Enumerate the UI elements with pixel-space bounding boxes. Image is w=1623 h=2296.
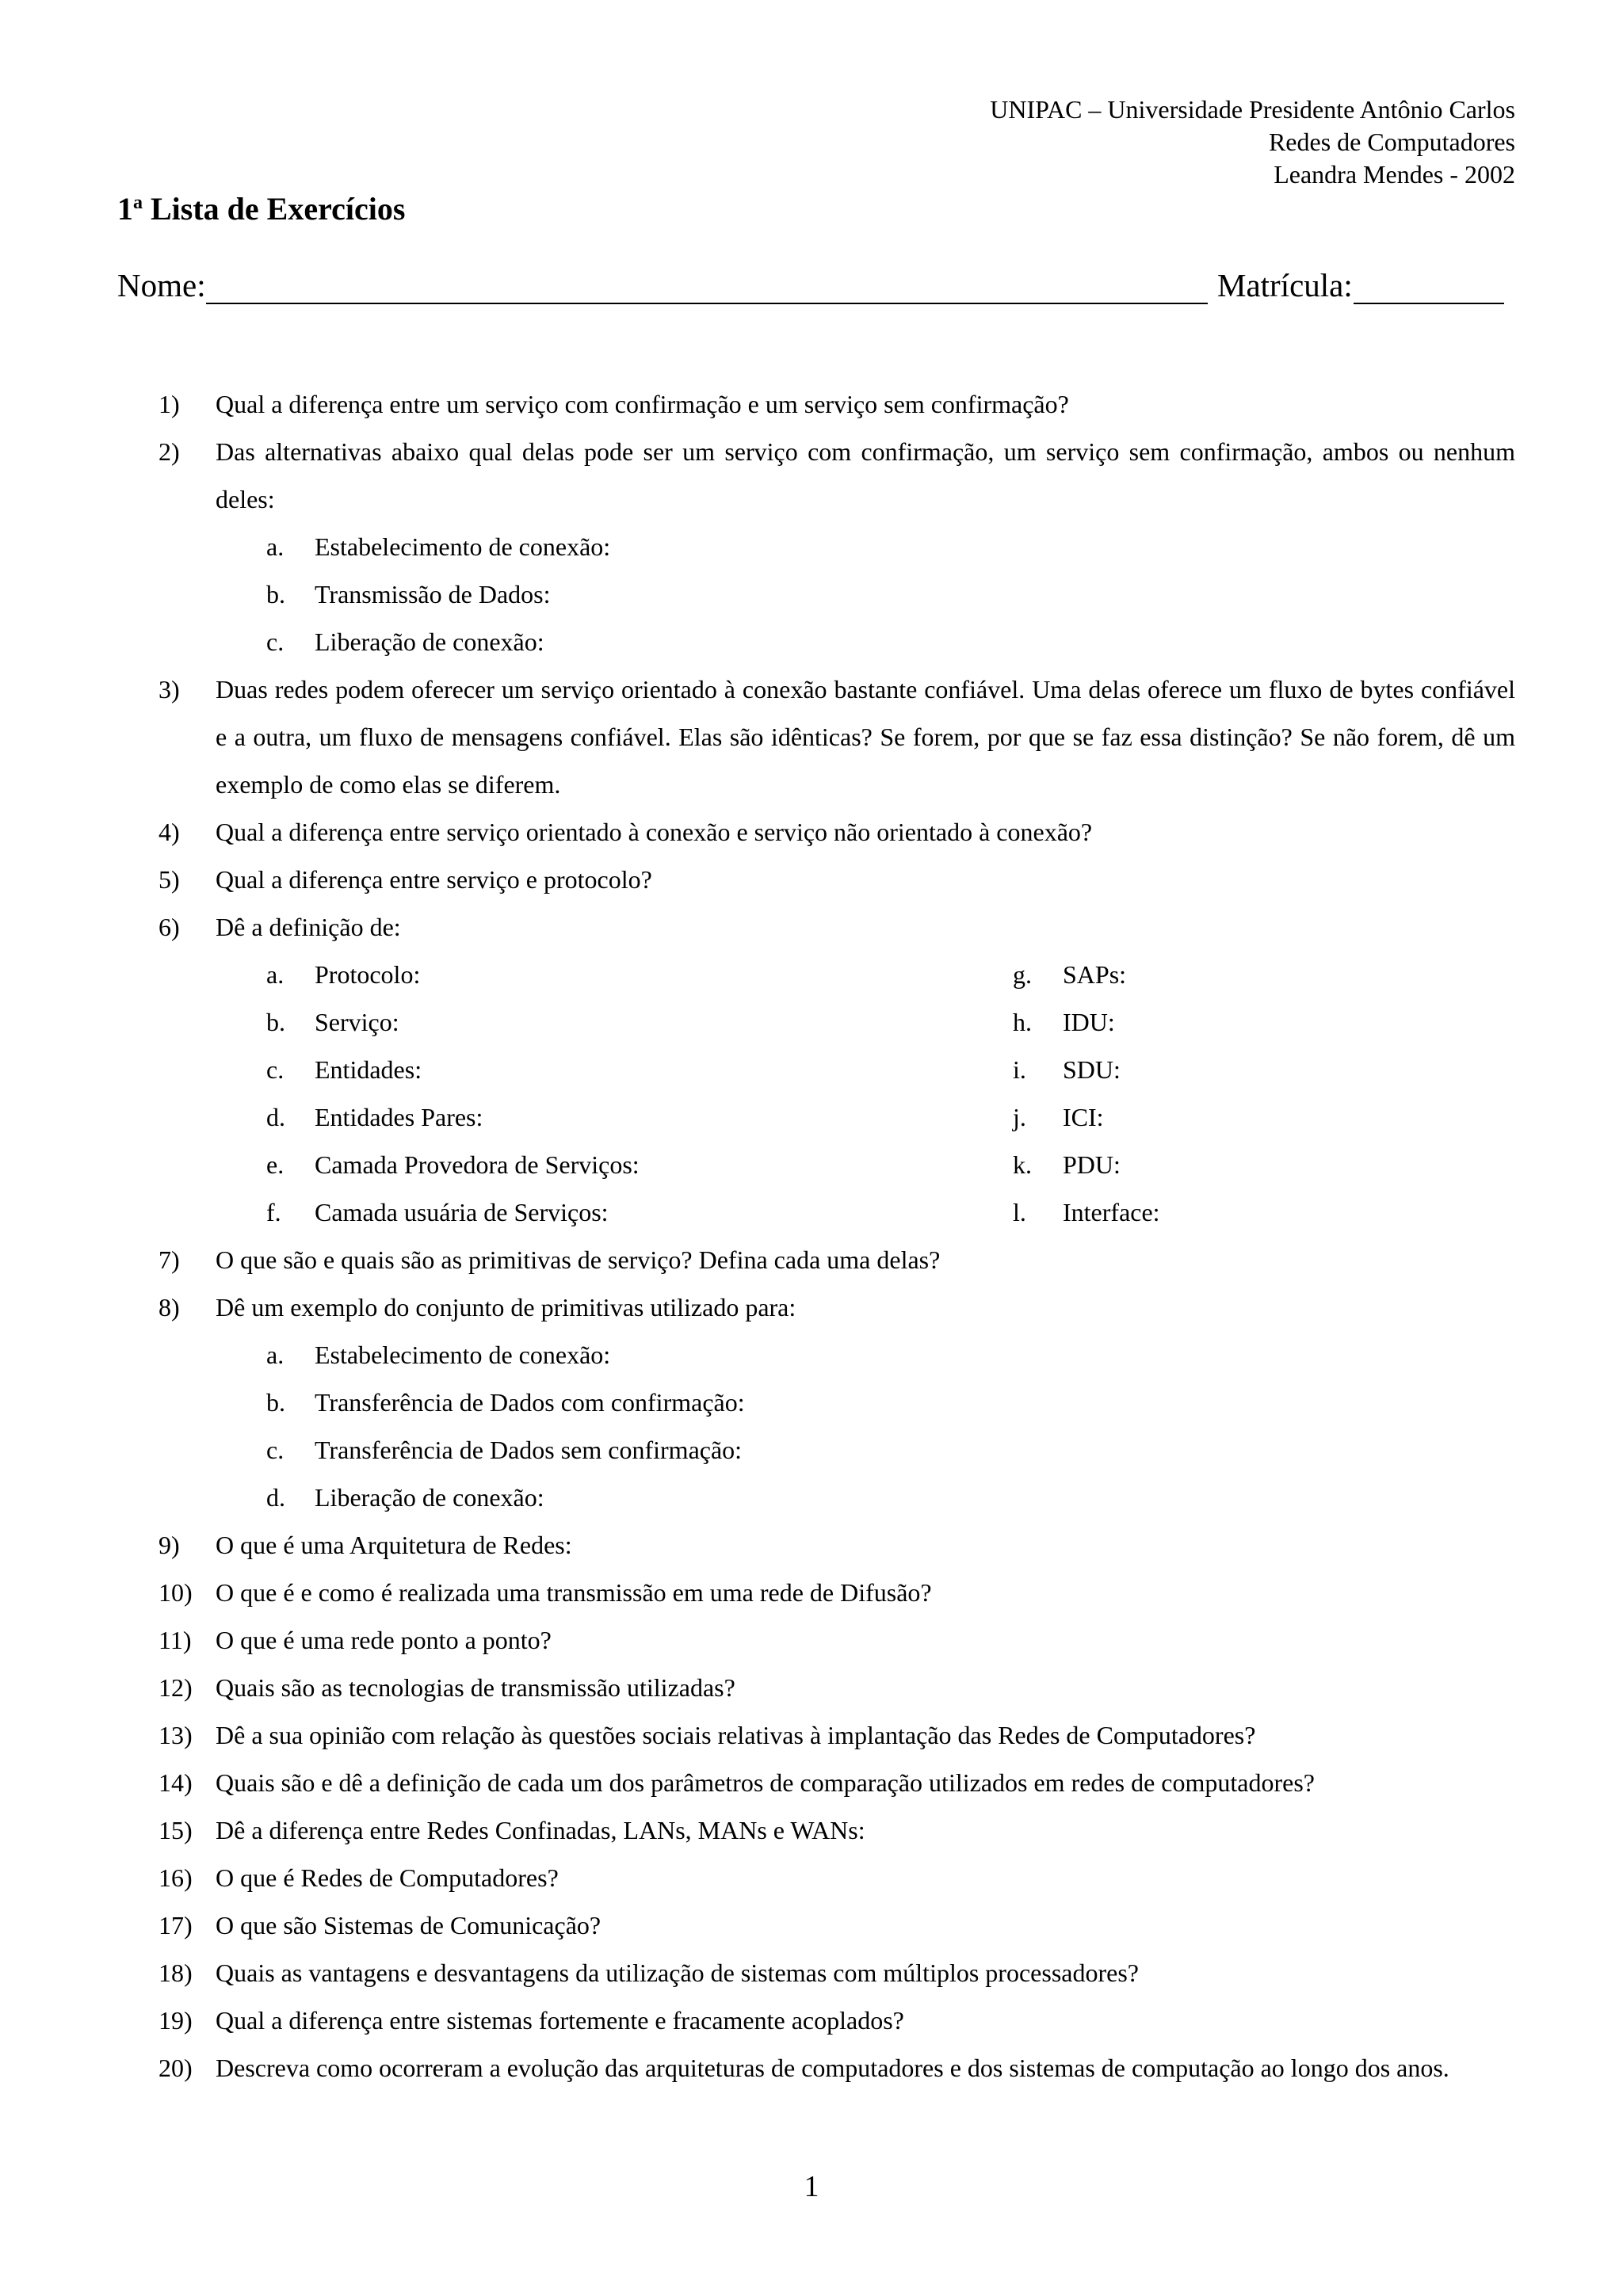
definition-term-left: Entidades:	[315, 1055, 422, 1084]
definition-letter-left: e.	[266, 1150, 285, 1179]
question-item	[158, 428, 1515, 523]
question-number: 12)	[158, 1673, 193, 1702]
definition-letter-right: l.	[1013, 1198, 1026, 1226]
definition-row	[158, 1046, 1515, 1093]
definition-letter-left: f.	[266, 1198, 281, 1226]
question-number: 4)	[158, 818, 180, 846]
question-text: Dê a definição de:	[216, 913, 401, 941]
definition-term-right: ICI:	[1063, 1103, 1104, 1131]
question-item	[158, 666, 1515, 808]
question-number: 8)	[158, 1293, 180, 1322]
sub-item	[158, 1474, 1515, 1521]
page-header	[990, 93, 1515, 191]
question-number: 5)	[158, 865, 180, 894]
sub-item-letter: b.	[266, 1388, 285, 1417]
question-item	[158, 1711, 1515, 1759]
list-title	[117, 190, 405, 227]
question-item	[158, 1901, 1515, 1949]
question-number: 20)	[158, 2054, 193, 2082]
definition-term-left: Camada usuária de Serviços:	[315, 1198, 609, 1226]
sub-item-text: Estabelecimento de conexão:	[315, 532, 611, 561]
header-institution: UNIPAC – Universidade Presidente Antônio Carlos	[990, 95, 1515, 124]
question-item	[158, 1664, 1515, 1711]
definition-term-right: SAPs:	[1063, 960, 1127, 989]
list-title-ordinal-suffix: a	[133, 193, 143, 213]
question-number: 15)	[158, 1816, 193, 1844]
definition-term-left: Serviço:	[315, 1008, 399, 1036]
question-number: 18)	[158, 1958, 193, 1987]
definition-row	[158, 1141, 1515, 1188]
question-number: 9)	[158, 1531, 180, 1559]
question-text: Dê a sua opinião com relação às questões sociais relativas à implantação das Redes de Computadores?	[216, 1721, 1256, 1749]
question-text: O que são e quais são as primitivas de serviço? Defina cada uma delas?	[216, 1245, 941, 1274]
question-list	[158, 380, 1515, 2092]
question-item	[158, 1236, 1515, 1283]
question-number: 3)	[158, 675, 180, 704]
sub-item-text: Transferência de Dados sem confirmação:	[315, 1436, 743, 1464]
definition-letter-left: a.	[266, 960, 285, 989]
question-text: O que é uma rede ponto a ponto?	[216, 1626, 552, 1654]
question-text: O que são Sistemas de Comunicação?	[216, 1911, 601, 1939]
header-author-year: Leandra Mendes - 2002	[1274, 160, 1515, 189]
definition-letter-left: c.	[266, 1055, 285, 1084]
list-title-ordinal: 1	[117, 191, 133, 227]
definition-row	[158, 998, 1515, 1046]
question-number: 13)	[158, 1721, 193, 1749]
question-item	[158, 1569, 1515, 1616]
definition-letter-right: h.	[1013, 1008, 1032, 1036]
question-text: Qual a diferença entre serviço e protocolo?	[216, 865, 652, 894]
sub-item-text: Estabelecimento de conexão:	[315, 1341, 611, 1369]
definition-term-right: PDU:	[1063, 1150, 1121, 1179]
question-text: Dê um exemplo do conjunto de primitivas utilizado para:	[216, 1293, 796, 1322]
definition-term-right: Interface:	[1063, 1198, 1160, 1226]
definition-letter-right: k.	[1013, 1150, 1032, 1179]
name-label: Nome:	[117, 267, 206, 303]
question-item	[158, 1806, 1515, 1854]
definition-term-left: Entidades Pares:	[315, 1103, 483, 1131]
sub-item-letter: b.	[266, 580, 285, 608]
question-number: 10)	[158, 1578, 193, 1607]
student-info-row	[117, 266, 1512, 311]
header-course: Redes de Computadores	[1268, 128, 1515, 156]
sub-item-letter: a.	[266, 532, 285, 561]
sub-item-letter: c.	[266, 627, 285, 656]
sub-item-letter: a.	[266, 1341, 285, 1369]
definition-term-left: Camada Provedora de Serviços:	[315, 1150, 640, 1179]
definition-row	[158, 1093, 1515, 1141]
matricula-label: Matrícula:	[1217, 267, 1353, 303]
question-item	[158, 2044, 1515, 2092]
question-number: 7)	[158, 1245, 180, 1274]
question-item	[158, 1997, 1515, 2044]
question-text: Qual a diferença entre sistemas fortemente e fracamente acoplados?	[216, 2006, 904, 2035]
sub-item-letter: d.	[266, 1483, 285, 1512]
question-number: 1)	[158, 390, 180, 418]
question-item	[158, 903, 1515, 951]
sub-item-text: Liberação de conexão:	[315, 627, 544, 656]
page-number: 1	[804, 2170, 819, 2203]
question-text: Duas redes podem oferecer um serviço orientado à conexão bastante confiável. Uma delas oferece um fluxo de bytes confiável e a outra, um fluxo de mensagens confiável. Elas são idênticas? Se forem, por que se faz essa distinção? Se não forem, dê um exemplo de como elas se diferem.	[216, 675, 1515, 799]
definition-term-right: IDU:	[1063, 1008, 1115, 1036]
definition-term-left: Protocolo:	[315, 960, 421, 989]
question-item	[158, 808, 1515, 856]
question-number: 2)	[158, 437, 180, 466]
question-text: Quais são e dê a definição de cada um dos parâmetros de comparação utilizados em redes de computadores?	[216, 1768, 1315, 1797]
question-item	[158, 1616, 1515, 1664]
matricula-blank-line[interactable]	[1354, 303, 1504, 304]
question-text: Qual a diferença entre serviço orientado à conexão e serviço não orientado à conexão?	[216, 818, 1093, 846]
sub-item	[158, 1379, 1515, 1426]
definition-row	[158, 1188, 1515, 1236]
question-item	[158, 1854, 1515, 1901]
question-text: Qual a diferença entre um serviço com confirmação e um serviço sem confirmação?	[216, 390, 1069, 418]
list-title-text: Lista de Exercícios	[143, 191, 406, 227]
definition-letter-left: d.	[266, 1103, 285, 1131]
sub-item-text: Transferência de Dados com confirmação:	[315, 1388, 745, 1417]
sub-item-letter: c.	[266, 1436, 285, 1464]
question-number: 19)	[158, 2006, 193, 2035]
question-item	[158, 1521, 1515, 1569]
sub-item	[158, 1331, 1515, 1379]
definition-letter-right: i.	[1013, 1055, 1026, 1084]
question-number: 17)	[158, 1911, 193, 1939]
question-text: Descreva como ocorreram a evolução das arquiteturas de computadores e dos sistemas de computação ao longo dos anos.	[216, 2054, 1449, 2082]
sub-item-text: Liberação de conexão:	[315, 1483, 544, 1512]
question-text: Das alternativas abaixo qual delas pode ser um serviço com confirmação, um serviço sem confirmação, ambos ou nenhum deles:	[216, 437, 1515, 513]
definition-term-right: SDU:	[1063, 1055, 1121, 1084]
sub-item	[158, 523, 1515, 570]
definition-letter-right: j.	[1013, 1103, 1026, 1131]
question-item	[158, 1283, 1515, 1331]
question-item	[158, 1759, 1515, 1806]
question-item	[158, 1949, 1515, 1997]
question-text: Dê a diferença entre Redes Confinadas, LANs, MANs e WANs:	[216, 1816, 865, 1844]
question-number: 6)	[158, 913, 180, 941]
question-text: O que é uma Arquitetura de Redes:	[216, 1531, 572, 1559]
question-number: 11)	[158, 1626, 192, 1654]
definition-letter-right: g.	[1013, 960, 1032, 989]
definition-letter-left: b.	[266, 1008, 285, 1036]
sub-item-text: Transmissão de Dados:	[315, 580, 551, 608]
question-text: O que é Redes de Computadores?	[216, 1863, 559, 1892]
question-item	[158, 380, 1515, 428]
question-item	[158, 856, 1515, 903]
sub-item	[158, 570, 1515, 618]
question-text: Quais são as tecnologias de transmissão utilizadas?	[216, 1673, 735, 1702]
name-blank-line[interactable]	[206, 303, 1208, 304]
question-number: 16)	[158, 1863, 193, 1892]
question-number: 14)	[158, 1768, 193, 1797]
question-text: O que é e como é realizada uma transmissão em uma rede de Difusão?	[216, 1578, 932, 1607]
sub-item	[158, 618, 1515, 666]
sub-item	[158, 1426, 1515, 1474]
question-text: Quais as vantagens e desvantagens da utilização de sistemas com múltiplos processadores?	[216, 1958, 1139, 1987]
definition-row	[158, 951, 1515, 998]
